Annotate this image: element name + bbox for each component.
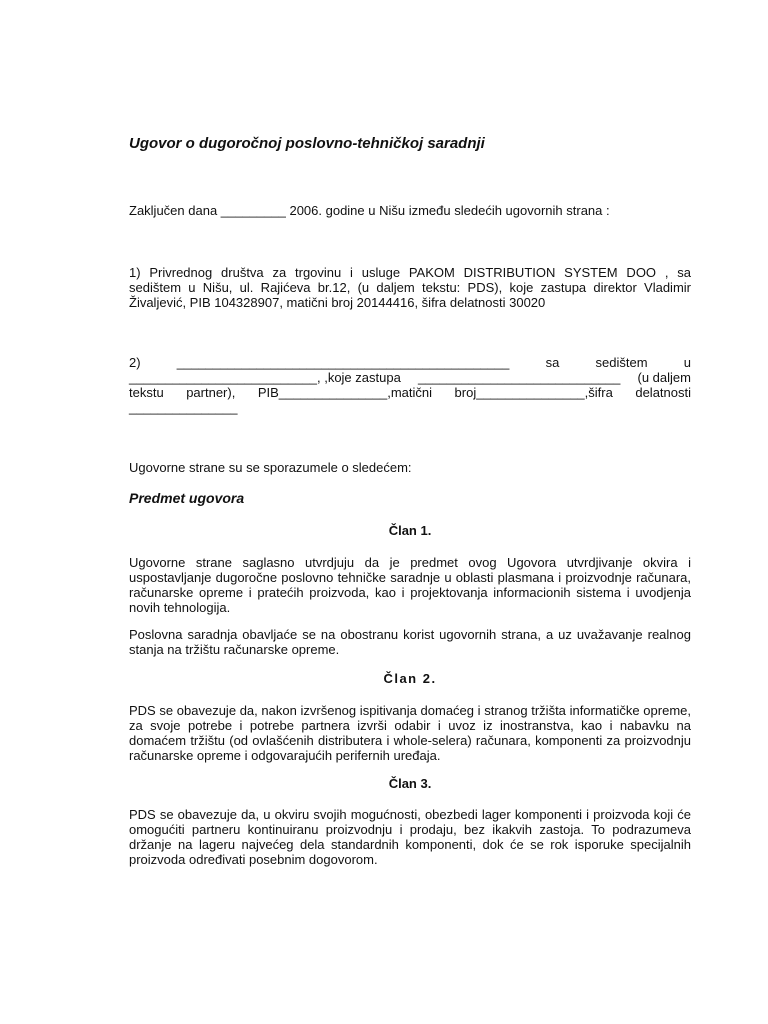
party-2-activity-blank: _______________ (129, 400, 238, 415)
party-2-paragraph (129, 355, 691, 415)
party-2-name-blank: ______________________________________________ (176, 355, 510, 370)
party-2-representative-blank: ____________________________ (417, 370, 621, 385)
party-2-word: partner), (186, 385, 236, 400)
party-2-word: sedištem (595, 355, 648, 370)
article-1-paragraph-2: Poslovna saradnja obavljaće se na obostranu korist ugovornih strana, a uz uvažavanje realnog stanja na tržištu računarske opreme. (129, 627, 691, 657)
party-2-word: tekstu (129, 385, 164, 400)
agreed-line: Ugovorne strane su se sporazumele o sledećem: (129, 460, 412, 475)
party-1-line: 1) Privrednog društva za trgovinu i usluge PAKOM DISTRIBUTION SYSTEM DOO , sa (129, 265, 691, 280)
party-2-line (129, 355, 691, 370)
party-1-paragraph (129, 265, 691, 310)
party-2-word: delatnosti (635, 385, 691, 400)
party-2-line (129, 370, 691, 385)
article-1-paragraph-1: Ugovorne strane saglasno utvrdjuju da je predmet ovog Ugovora utvrdjivanje okvira i uspostavljanje dugoročne poslovno tehničke saradnje u oblasti plasmana i proizvodnje računara, računarske opreme i pratećih proizvoda, kao i projektovanja informacionih sistema i uvodjenja novih tehnologija. (129, 555, 691, 615)
party-2-address-blank: __________________________, ,koje zastupa (129, 370, 401, 385)
party-2-line (129, 385, 691, 400)
article-2-paragraph: PDS se obavezuje da, nakon izvršenog ispitivanja domaćeg i stranog tržišta informatičke opreme, za svoje potrebe i potrebe partnera izvrši odabir i uvoz iz inostranstva, kao i nabavku na domaćem tržištu (od ovlašćenih distributera i whole-selera) računara, komponenti za proizvodnju računarske opreme i odgovarajućih perifernih uređaja. (129, 703, 691, 763)
party-1-line: Živaljević, PIB 104328907, matični broj 20144416, šifra delatnosti 30020 (129, 295, 546, 310)
party-1-line: sedištem u Nišu, ul. Rajićeva br.12, (u daljem tekstu: PDS), koje zastupa direktor Vladimir (129, 280, 691, 295)
section-title: Predmet ugovora (129, 490, 245, 506)
party-2-pib-blank: PIB_______________,matični (257, 385, 433, 400)
document-title: Ugovor o dugoročnoj poslovno-tehničkoj saradnji (129, 135, 485, 152)
concluded-line: Zaključen dana _________ 2006. godine u Nišu između sledećih ugovornih strana : (129, 203, 610, 218)
party-2-word: (u daljem (637, 370, 691, 385)
article-3-paragraph: PDS se obavezuje da, u okviru svojih mogućnosti, obezbedi lager komponenti i proizvoda koji će omogućiti partneru kontinuiranu proizvodnju i prodaju, bez ikakvih zastoja. To podrazumeva držanje na lageru najvećeg dela standardnih komponenti, dok će se rok isporuke specijalnih proizvoda određivati posebnim dogovorom. (129, 807, 691, 867)
article-3-heading: Član 3. (388, 776, 432, 791)
party-2-number: 2) (129, 355, 141, 370)
party-2-word: u (683, 355, 691, 370)
party-2-word: sa (545, 355, 560, 370)
article-1-heading: Član 1. (388, 523, 432, 538)
article-2-heading: Član 2. (383, 671, 437, 686)
party-2-reg-blank: broj_______________,šifra (454, 385, 613, 400)
